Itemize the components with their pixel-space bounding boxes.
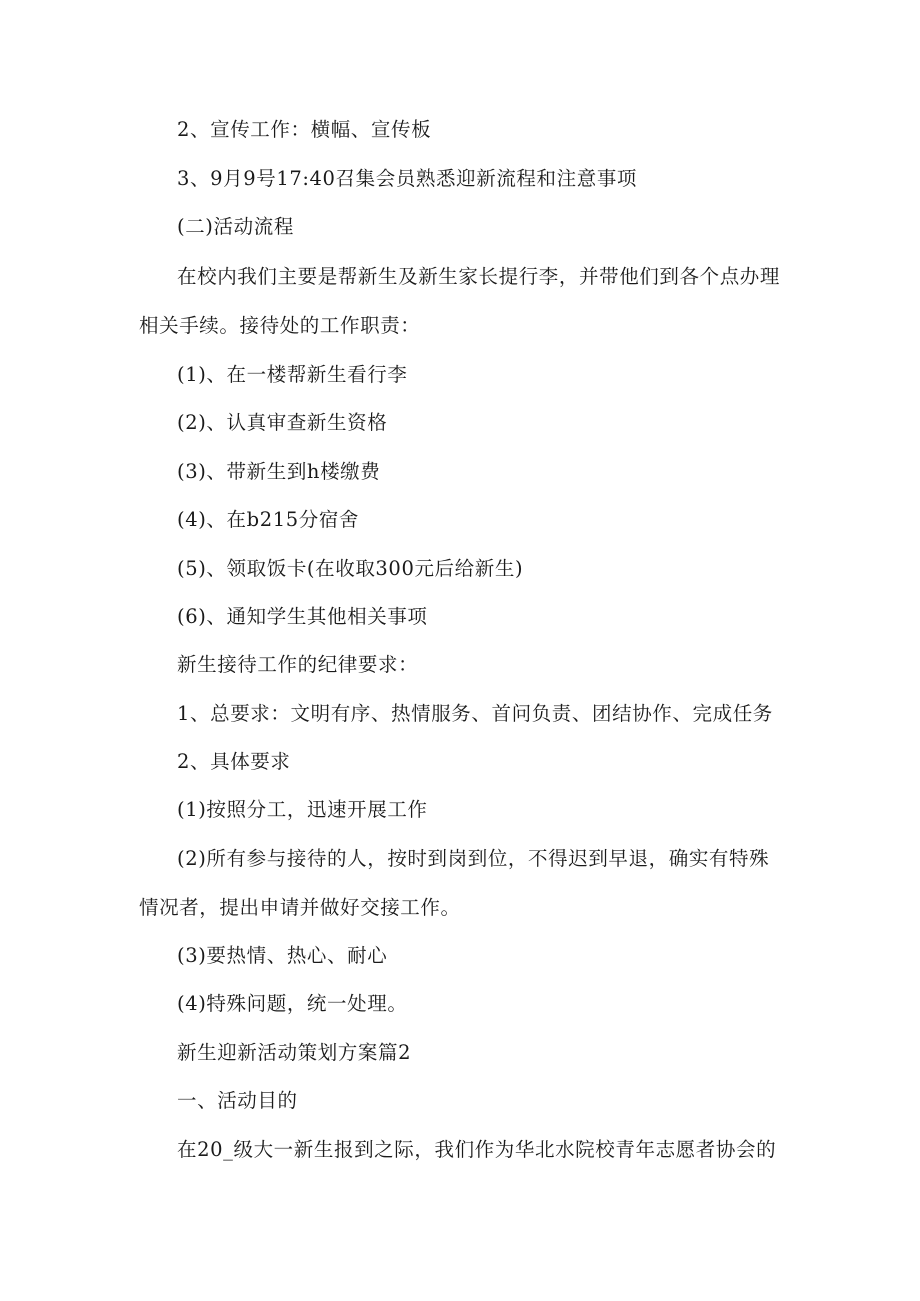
section-heading-activity-flow: (二)活动流程 [177, 215, 294, 238]
list-item-meal-card: (5)、领取饭卡(在收取300元后给新生) [177, 557, 524, 580]
paragraph-publicity-work: 2、宣传工作：横幅、宣传板 [177, 118, 432, 141]
paragraph-general-requirements: 1、总要求：文明有序、热情服务、首问负责、团结协作、完成任务 [177, 702, 773, 725]
list-item-notify: (6)、通知学生其他相关事项 [177, 605, 428, 628]
section-heading-activity-purpose: 一、活动目的 [177, 1089, 298, 1112]
list-item-luggage: (1)、在一楼帮新生看行李 [177, 363, 408, 386]
list-item-punctuality: (2)所有参与接待的人，按时到岗到位，不得迟到早退，确实有特殊 [177, 847, 770, 870]
list-item-division-of-labor: (1)按照分工，迅速开展工作 [177, 798, 428, 821]
section-title-plan-2: 新生迎新活动策划方案篇2 [177, 1041, 412, 1064]
paragraph-campus-help: 在校内我们主要是帮新生及新生家长提行李，并带他们到各个点办理 [177, 265, 781, 288]
list-item-punctuality-continued: 情况者，提出申请并做好交接工作。 [139, 896, 461, 919]
paragraph-meeting-schedule: 3、9月9号17:40召集会员熟悉迎新流程和注意事项 [177, 167, 638, 190]
list-item-special-issues: (4)特殊问题，统一处理。 [177, 992, 408, 1015]
paragraph-specific-requirements: 2、具体要求 [177, 750, 291, 773]
list-item-dormitory: (4)、在b215分宿舍 [177, 508, 360, 531]
paragraph-purpose-intro: 在20_级大一新生报到之际，我们作为华北水院校青年志愿者协会的 [177, 1138, 777, 1161]
paragraph-campus-help-continued: 相关手续。接待处的工作职责： [139, 314, 421, 337]
list-item-payment: (3)、带新生到h楼缴费 [177, 460, 381, 483]
list-item-enthusiasm: (3)要热情、热心、耐心 [177, 944, 388, 967]
paragraph-discipline-heading: 新生接待工作的纪律要求： [177, 653, 419, 676]
list-item-qualification: (2)、认真审查新生资格 [177, 411, 388, 434]
